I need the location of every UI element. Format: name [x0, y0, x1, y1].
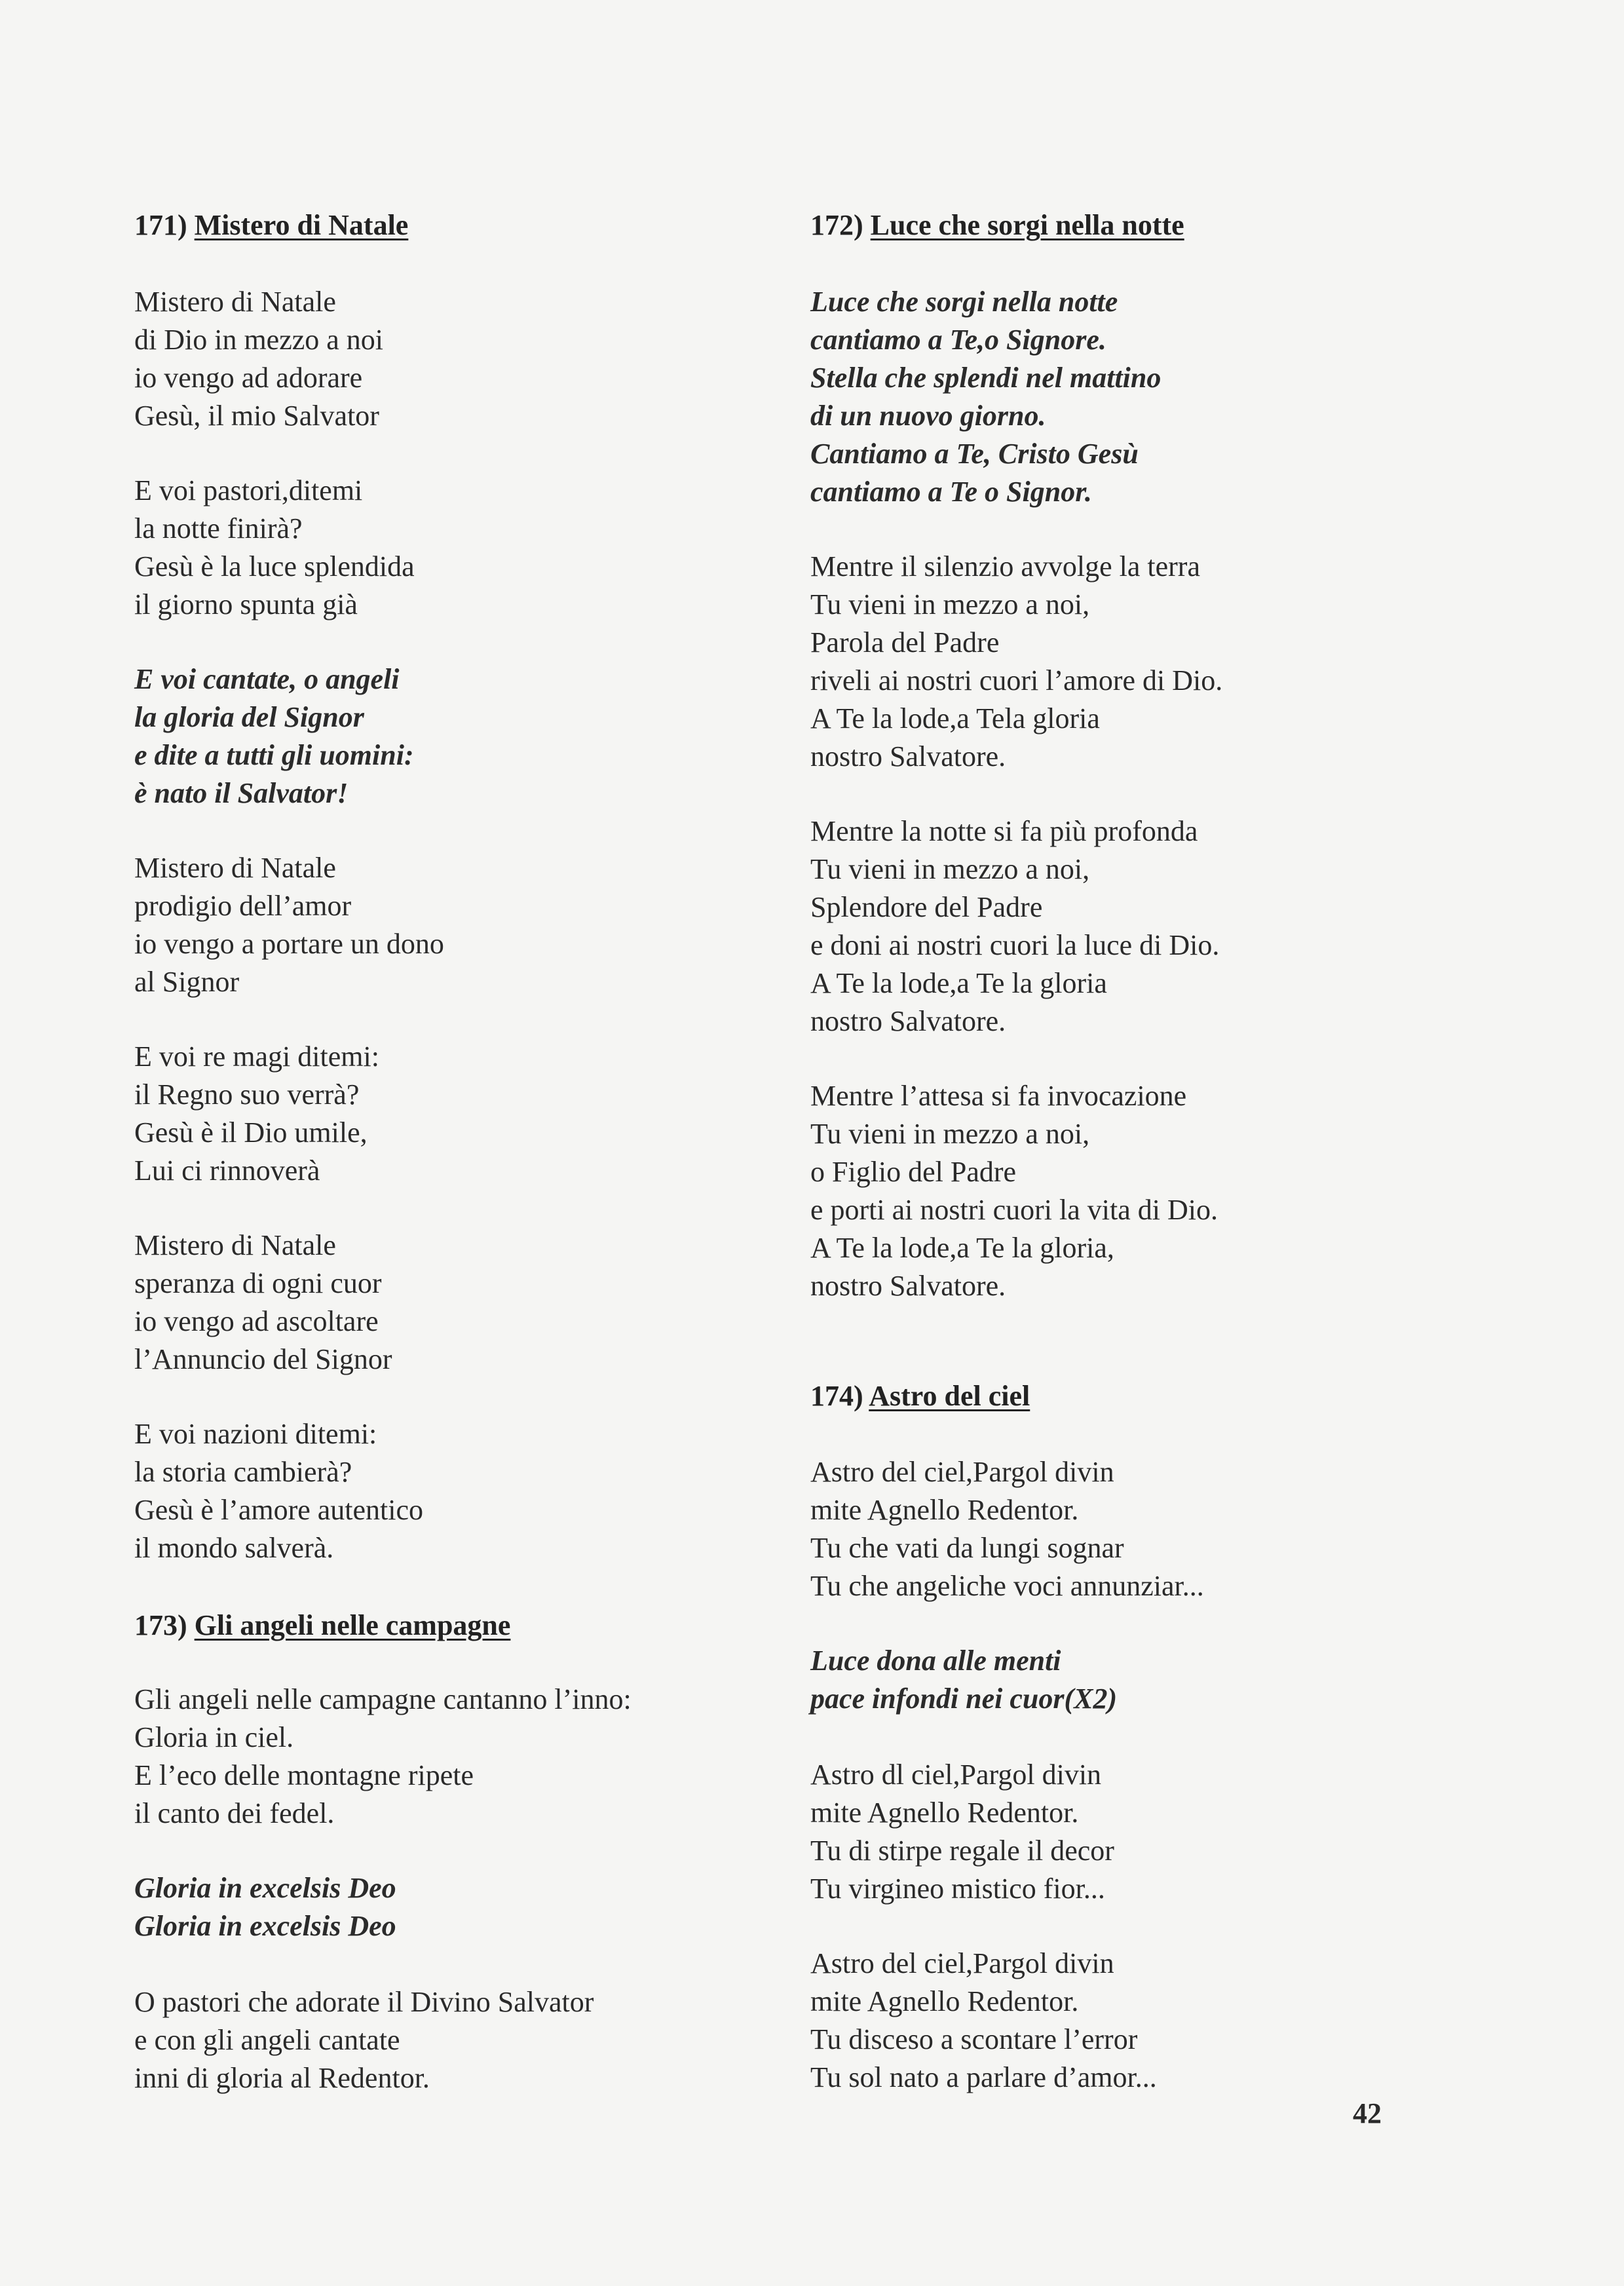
verse-line: inni di gloria al Redentor.	[134, 2062, 430, 2094]
verse-line: Mistero di Natale	[134, 852, 336, 884]
verse-line: nostro Salvatore.	[810, 740, 1006, 772]
verse-line: Gli angeli nelle campagne cantanno l’inno:	[134, 1683, 632, 1715]
verse-line: Mentre il silenzio avvolge la terra	[810, 550, 1200, 582]
song-number: 174)	[810, 1380, 863, 1412]
refrain-stanza	[810, 1642, 1117, 1718]
verse-line: il Regno suo verrà?	[134, 1078, 360, 1111]
refrain-line: E voi cantate, o angeli	[134, 663, 400, 695]
stanza	[810, 1453, 1204, 1605]
verse-line: E voi nazioni ditemi:	[134, 1418, 377, 1450]
verse-line: Lui ci rinnoverà	[134, 1154, 320, 1187]
stanza	[134, 1415, 423, 1567]
verse-line: io vengo ad adorare	[134, 362, 363, 394]
stanza	[810, 1077, 1218, 1305]
verse-line: nostro Salvatore.	[810, 1270, 1006, 1302]
refrain-line: di un nuovo giorno.	[810, 400, 1046, 432]
verse-line: il canto dei fedel.	[134, 1797, 335, 1829]
stanza	[134, 1227, 392, 1379]
verse-line: mite Agnello Redentor.	[810, 1494, 1079, 1526]
verse-line: prodigio dell’amor	[134, 890, 352, 922]
verse-line: E voi re magi ditemi:	[134, 1040, 379, 1073]
refrain-line: e dite a tutti gli uomini:	[134, 739, 414, 771]
refrain-line: Gloria in excelsis Deo	[134, 1872, 396, 1904]
song-title-171	[134, 208, 408, 242]
verse-line: l’Annuncio del Signor	[134, 1343, 392, 1375]
song-title-174	[810, 1379, 1030, 1413]
stanza	[134, 472, 415, 624]
verse-line: la storia cambierà?	[134, 1456, 352, 1488]
verse-line: e doni ai nostri cuori la luce di Dio.	[810, 929, 1220, 961]
refrain-line: Luce che sorgi nella notte	[810, 286, 1118, 318]
stanza	[134, 283, 383, 435]
verse-line: E l’eco delle montagne ripete	[134, 1759, 474, 1791]
song-title-173	[134, 1609, 510, 1642]
stanza	[134, 1038, 379, 1190]
verse-line: la notte finirà?	[134, 512, 303, 544]
verse-line: Astro del ciel,Pargol divin	[810, 1947, 1114, 1979]
verse-line: mite Agnello Redentor.	[810, 1797, 1079, 1829]
verse-line: Gesù è il Dio umile,	[134, 1116, 368, 1149]
verse-line: speranza di ogni cuor	[134, 1267, 382, 1299]
stanza	[810, 1945, 1157, 2097]
verse-line: Gesù è l’amore autentico	[134, 1494, 424, 1526]
refrain-line: Gloria in excelsis Deo	[134, 1910, 396, 1942]
verse-line: il mondo salverà.	[134, 1532, 334, 1564]
verse-line: nostro Salvatore.	[810, 1005, 1006, 1037]
verse-line: O pastori che adorate il Divino Salvator	[134, 1986, 594, 2018]
song-title-text: Gli angeli nelle campagne	[194, 1609, 511, 1641]
verse-line: di Dio in mezzo a noi	[134, 324, 384, 356]
refrain-line: cantiamo a Te,o Signore.	[810, 324, 1106, 356]
page-number: 42	[1353, 2097, 1382, 2129]
song-title-text: Astro del ciel	[869, 1380, 1030, 1412]
verse-line: Astro dl ciel,Pargol divin	[810, 1759, 1102, 1791]
verse-line: io vengo ad ascoltare	[134, 1305, 379, 1337]
verse-line: e porti ai nostri cuori la vita di Dio.	[810, 1194, 1218, 1226]
refrain-line: Cantiamo a Te, Cristo Gesù	[810, 438, 1139, 470]
song-title-text: Mistero di Natale	[194, 209, 409, 241]
song-number: 173)	[134, 1609, 187, 1641]
verse-line: o Figlio del Padre	[810, 1156, 1017, 1188]
stanza	[134, 1681, 632, 1833]
song-title-172	[810, 208, 1184, 242]
refrain-stanza	[810, 283, 1161, 511]
stanza	[134, 849, 444, 1001]
verse-line: Gesù è la luce splendida	[134, 550, 415, 582]
verse-line: Parola del Padre	[810, 626, 1000, 658]
stanza	[810, 1756, 1114, 1908]
refrain-line: la gloria del Signor	[134, 701, 364, 733]
song-number: 171)	[134, 209, 187, 241]
verse-line: e con gli angeli cantate	[134, 2024, 400, 2056]
refrain-line: cantiamo a Te o Signor.	[810, 476, 1092, 508]
verse-line: Mentre la notte si fa più profonda	[810, 815, 1198, 847]
verse-line: il giorno spunta già	[134, 588, 358, 620]
verse-line: Mistero di Natale	[134, 286, 336, 318]
verse-line: Tu vieni in mezzo a noi,	[810, 588, 1090, 620]
verse-line: Tu sol nato a parlare d’amor...	[810, 2061, 1157, 2093]
verse-line: Tu disceso a scontare l’error	[810, 2023, 1138, 2055]
verse-line: E voi pastori,ditemi	[134, 474, 363, 506]
stanza	[810, 812, 1219, 1040]
song-number: 172)	[810, 209, 863, 241]
refrain-line: è nato il Salvator!	[134, 777, 349, 809]
song-title-text: Luce che sorgi nella notte	[870, 209, 1184, 241]
verse-line: io vengo a portare un dono	[134, 928, 444, 960]
refrain-stanza	[134, 1869, 396, 1945]
verse-line: Gesù, il mio Salvator	[134, 400, 379, 432]
verse-line: riveli ai nostri cuori l’amore di Dio.	[810, 664, 1223, 696]
stanza	[810, 548, 1222, 776]
stanza	[134, 1983, 594, 2097]
verse-line: Tu vieni in mezzo a noi,	[810, 853, 1090, 885]
verse-line: Astro del ciel,Pargol divin	[810, 1456, 1114, 1488]
refrain-stanza	[134, 660, 414, 812]
verse-line: A Te la lode,a Te la gloria	[810, 967, 1107, 999]
verse-line: A Te la lode,a Te la gloria,	[810, 1232, 1114, 1264]
verse-line: Gloria in ciel.	[134, 1721, 294, 1753]
verse-line: mite Agnello Redentor.	[810, 1985, 1079, 2017]
verse-line: Mistero di Natale	[134, 1229, 336, 1261]
verse-line: Tu vieni in mezzo a noi,	[810, 1118, 1090, 1150]
verse-line: Tu virgineo mistico fior...	[810, 1873, 1105, 1905]
verse-line: Tu che vati da lungi sognar	[810, 1532, 1124, 1564]
verse-line: Tu di stirpe regale il decor	[810, 1835, 1114, 1867]
refrain-line: Luce dona alle menti	[810, 1645, 1061, 1677]
refrain-line: Stella che splendi nel mattino	[810, 362, 1161, 394]
verse-line: Tu che angeliche voci annunziar...	[810, 1570, 1204, 1602]
verse-line: A Te la lode,a Tela gloria	[810, 702, 1100, 734]
verse-line: Splendore del Padre	[810, 891, 1043, 923]
refrain-line: pace infondi nei cuor(X2)	[810, 1683, 1118, 1715]
verse-line: Mentre l’attesa si fa invocazione	[810, 1080, 1187, 1112]
verse-line: al Signor	[134, 966, 240, 998]
